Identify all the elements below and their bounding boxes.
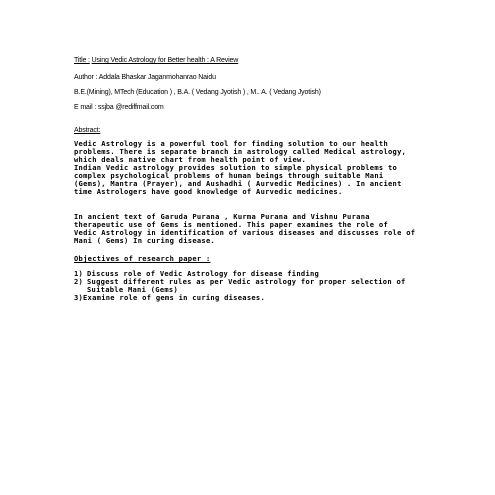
text-line: complex psychological problems of human beings through suitable Mani bbox=[74, 172, 384, 180]
list-item-continuation: Suitable Mani (Gems) bbox=[87, 285, 179, 294]
abstract-paragraph-3 bbox=[74, 213, 430, 245]
list-item bbox=[74, 278, 406, 294]
text-line: which deals native chart from health point of view. bbox=[74, 156, 307, 164]
author-line: Author : Addala Bhaskar Jaganmohanrao Naidu bbox=[74, 74, 216, 81]
list-item-text: Examine role of gems in curing diseases. bbox=[83, 293, 266, 302]
abstract-paragraph-2 bbox=[74, 164, 430, 196]
text-line: time Astrologers have good knowledge of Aurvedic medicines. bbox=[74, 188, 343, 196]
abstract-heading: Abstract: bbox=[74, 127, 101, 134]
title-label: Title : bbox=[74, 57, 90, 64]
list-item bbox=[74, 294, 406, 302]
text-line: (Gems), Mantra (Prayer), and Aushadhi ( Aurvedic Medicines) . In ancient bbox=[74, 180, 402, 188]
text-line: Vedic Astrology in identification of various diseases and discusses role of bbox=[74, 229, 416, 237]
objectives-heading: Objectives of research paper : bbox=[74, 254, 211, 263]
abstract-paragraph-1 bbox=[74, 140, 430, 164]
text-line: Mani ( Gems) In curing disease. bbox=[74, 237, 216, 245]
list-item-text: Discuss role of Vedic Astrology for disease finding bbox=[87, 269, 320, 278]
list-number: 1) bbox=[74, 269, 84, 278]
title-text: Using Vedic Astrology for Better health : A Review bbox=[91, 57, 239, 64]
text-line: therapeutic use of Gems is mentioned. This paper examines the role of bbox=[74, 221, 389, 229]
list-number: 3) bbox=[74, 293, 84, 302]
text-line: Vedic Astrology is a powerful tool for finding solution to our health bbox=[74, 140, 389, 148]
author-degrees: B.E.(Mining), MTech (Education ) , B.A. ( Vedang Jyotish ) , M.. A. ( Vedang Jyotish) bbox=[74, 89, 321, 96]
list-item-text: Suggest different rules as per Vedic astrology for proper selection of bbox=[87, 277, 406, 286]
objectives-list bbox=[74, 270, 406, 302]
text-line: In ancient text of Garuda Purana , Kurma Purana and Vishnu Purana bbox=[74, 213, 370, 221]
text-line: problems. There is separate branch in astrology called Medical astrology, bbox=[74, 148, 407, 156]
text-line: Indian Vedic astrology provides solution to simple physical problems to bbox=[74, 164, 398, 172]
author-email: E mail : ssjba @rediffmail.com bbox=[74, 104, 164, 111]
paper-title bbox=[74, 56, 238, 65]
list-number: 2) bbox=[74, 277, 84, 286]
